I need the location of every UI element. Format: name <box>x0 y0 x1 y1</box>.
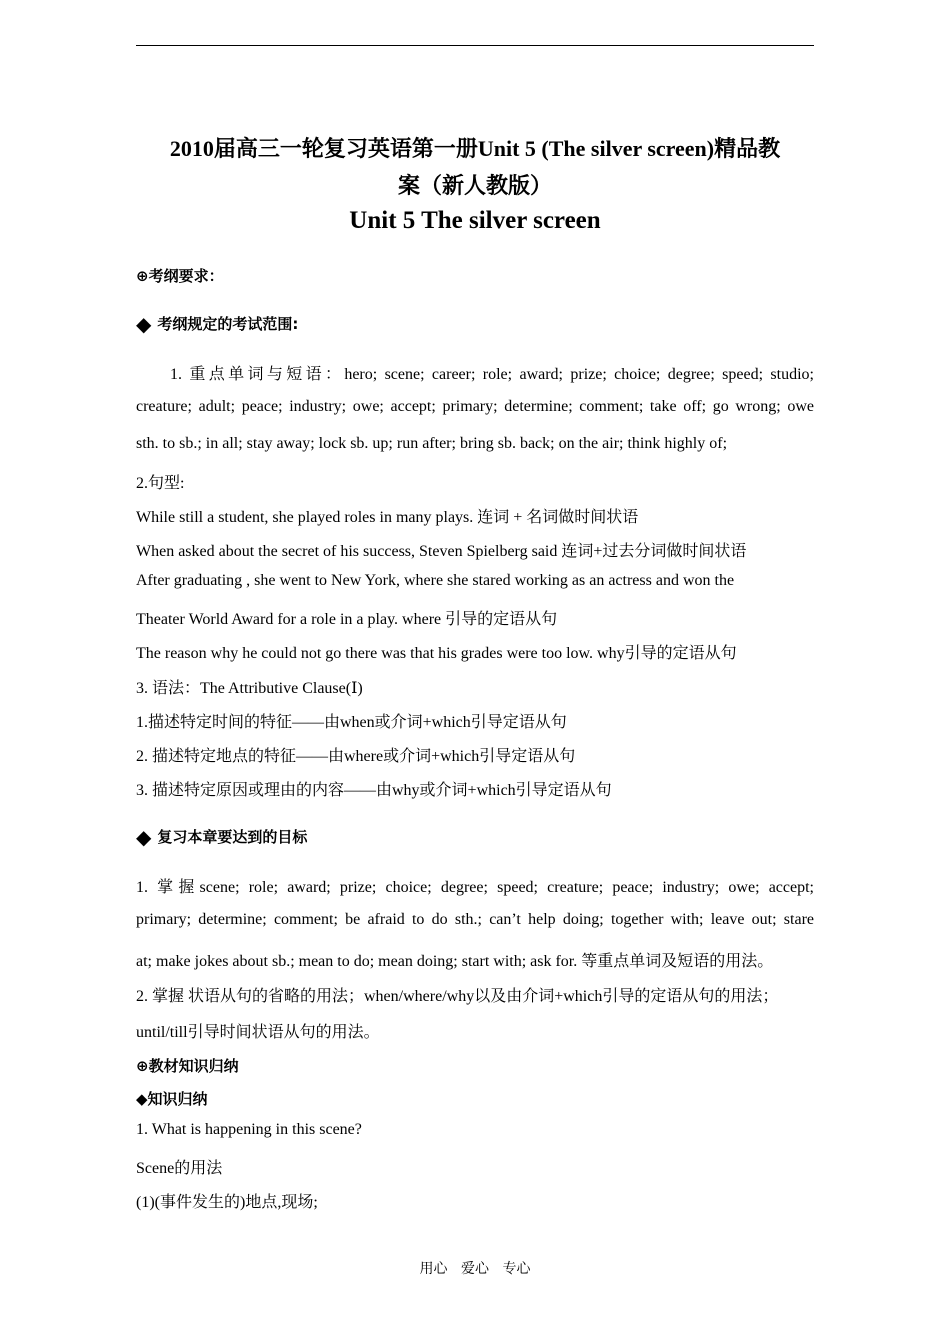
document-title-line2: 案（新人教版） <box>397 173 552 198</box>
patterns-heading: 2.句型: <box>136 475 185 492</box>
goal-line: primary; determine; comment; be afraid to do sth.; can’t help doing; together with; leave out; stare <box>136 911 814 928</box>
goals-heading <box>136 825 814 849</box>
summary-heading: ◆知识归纳 <box>136 1090 208 1108</box>
pattern-line: While still a student, she played roles in many plays. 连词 + 名词做时间状语 <box>136 509 639 526</box>
vocab-line: 1. 重点单词与短语：hero; scene; career; role; award; prize; choice; degree; speed; studio; <box>170 366 814 383</box>
scope-heading <box>136 312 814 336</box>
pattern-line: The reason why he could not go there was that his grades were too low. why引导的定语从句 <box>136 645 737 662</box>
grammar-line: 1.描述特定时间的特征——由when或介词+which引导定语从句 <box>136 714 567 731</box>
grammar-line: 3. 描述特定原因或理由的内容——由why或介词+which引导定语从句 <box>136 782 612 799</box>
diamond-bullet-icon: ◆ <box>136 825 152 849</box>
scene-definition-line: (1)(事件发生的)地点,现场; <box>136 1194 318 1211</box>
pattern-line: After graduating , she went to New York, where she stared working as an actress and won the <box>136 572 735 589</box>
knowledge-heading: ⊕教材知识归纳 <box>136 1057 239 1075</box>
scope-heading-text: 考纲规定的考试范围: <box>157 315 299 333</box>
grammar-line: 2. 描述特定地点的特征——由where或介词+which引导定语从句 <box>136 748 576 765</box>
document-title-line1: 2010届高三一轮复习英语第一册Unit 5 (The silver screen)精品教 <box>169 136 781 161</box>
goals-heading-text: 复习本章要达到的目标 <box>157 828 308 846</box>
pattern-line: Theater World Award for a role in a play. where 引导的定语从句 <box>136 611 558 628</box>
diamond-bullet-icon: ◆ <box>136 312 152 336</box>
page-footer: 用心 爱心 专心 <box>419 1262 531 1277</box>
goal-line: until/till引导时间状语从句的用法。 <box>136 1024 380 1041</box>
requirements-heading: ⊕考纲要求： <box>136 267 224 285</box>
document-subtitle: Unit 5 The silver screen <box>349 207 601 234</box>
vocab-line: creature; adult; peace; industry; owe; accept; primary; determine; comment; take off; go wrong; owe <box>136 398 814 415</box>
pattern-line: When asked about the secret of his success, Steven Spielberg said 连词+过去分词做时间状语 <box>136 543 747 560</box>
grammar-heading: 3. 语法：The Attributive Clause(Ⅰ) <box>136 680 363 697</box>
question-line: 1. What is happening in this scene? <box>136 1121 362 1138</box>
goal-line: 2. 掌握 状语从句的省略的用法；when/where/why以及由介词+which引导的定语从句的用法； <box>136 988 779 1005</box>
header-rule <box>136 45 814 46</box>
goal-line: 1. 掌握scene; role; award; prize; choice; degree; speed; creature; peace; industry; owe; accept; <box>136 879 814 896</box>
scene-usage-line: Scene的用法 <box>136 1160 223 1177</box>
goal-line: at; make jokes about sb.; mean to do; mean doing; start with; ask for. 等重点单词及短语的用法。 <box>136 953 774 970</box>
vocab-line: sth. to sb.; in all; stay away; lock sb. up; run after; bring sb. back; on the air; think highly of; <box>136 435 728 452</box>
